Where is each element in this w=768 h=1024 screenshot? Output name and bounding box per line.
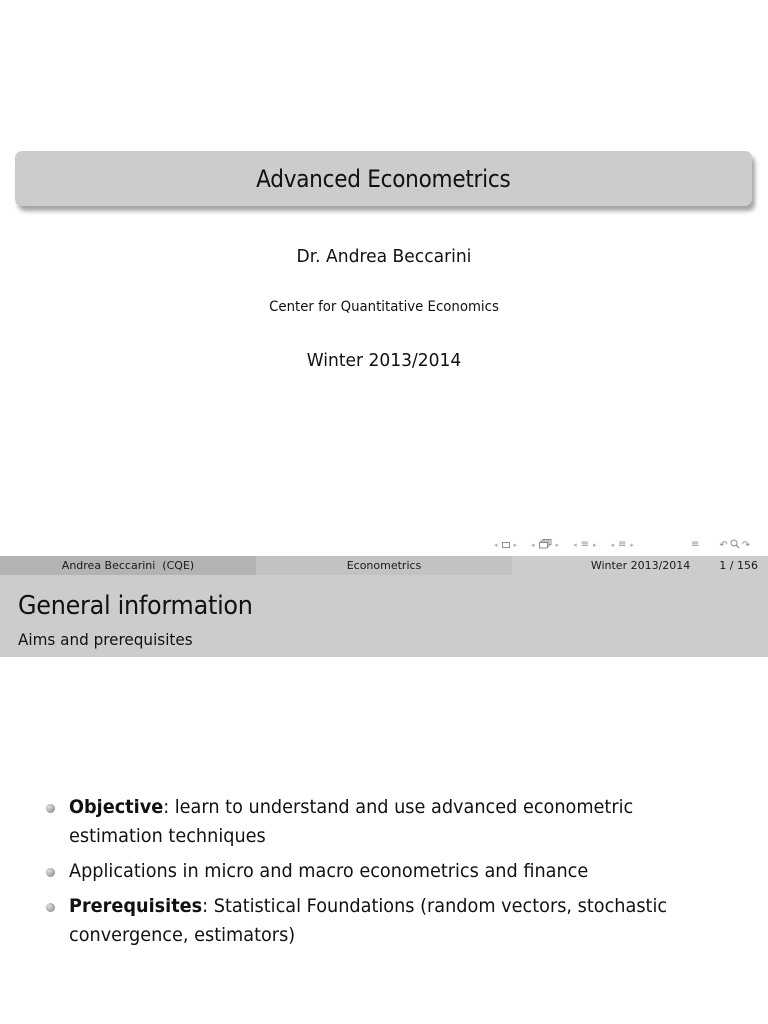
bullet-body: : Statistical Foundations (random vectors, stochastic convergence, estimators) bbox=[69, 895, 668, 946]
slide-icon[interactable] bbox=[502, 542, 510, 548]
bullet-body: : learn to understand and use advanced econometric estimation techniques bbox=[69, 796, 634, 847]
slide-nav-group bbox=[492, 541, 519, 549]
bullet-item-applications bbox=[0, 857, 768, 886]
navigation-symbols bbox=[492, 538, 646, 552]
redo-icon[interactable]: ↷ bbox=[741, 539, 751, 551]
presentation-date: Winter 2013/2014 bbox=[306, 350, 462, 371]
bullet-item-prerequisites bbox=[0, 892, 768, 950]
frame-icon[interactable] bbox=[537, 539, 554, 552]
undo-icon[interactable]: ↶ bbox=[719, 539, 728, 551]
content-slide bbox=[0, 575, 768, 1024]
next-section-icon[interactable]: ▸ bbox=[630, 541, 634, 549]
next-frame-icon[interactable]: ▸ bbox=[555, 541, 560, 549]
prev-subsection-icon[interactable]: ◂ bbox=[573, 541, 577, 549]
navigation-symbols-right bbox=[690, 538, 751, 552]
title-box bbox=[15, 151, 752, 206]
bullet-keyword: Prerequisites bbox=[69, 895, 203, 917]
footline bbox=[0, 556, 768, 575]
bullet-keyword: Objective bbox=[69, 796, 164, 818]
bullet-icon bbox=[46, 804, 55, 813]
footer-title-text: Econometrics bbox=[346, 559, 422, 572]
footer-date bbox=[512, 556, 768, 575]
prev-section-icon[interactable]: ◂ bbox=[610, 541, 614, 549]
next-subsection-icon[interactable]: ▸ bbox=[592, 541, 597, 549]
frame-nav-group bbox=[529, 539, 561, 552]
prev-slide-icon[interactable]: ◂ bbox=[494, 541, 498, 549]
bullet-body: Applications in micro and macro econometrics and finance bbox=[69, 860, 589, 882]
presentation-title: Advanced Econometrics bbox=[256, 164, 511, 193]
footer-author-text: Andrea Beccarini (CQE) bbox=[61, 559, 195, 572]
author-name: Dr. Andrea Beccarini bbox=[296, 246, 472, 267]
section-icon[interactable]: ≡ bbox=[618, 539, 627, 550]
search-icon[interactable] bbox=[729, 539, 741, 552]
frame-title: General information bbox=[18, 591, 253, 621]
prev-frame-icon[interactable]: ◂ bbox=[531, 541, 535, 549]
section-nav-group bbox=[608, 540, 635, 550]
bullet-icon bbox=[46, 868, 55, 877]
footer-title bbox=[256, 556, 512, 575]
bullet-icon bbox=[46, 903, 55, 912]
search-nav-group bbox=[718, 539, 751, 552]
footer-author bbox=[0, 556, 256, 575]
next-slide-icon[interactable]: ▸ bbox=[513, 541, 518, 549]
footer-date-text: Winter 2013/2014 bbox=[590, 559, 691, 572]
page-number: 1 / 156 bbox=[719, 559, 758, 572]
bullet-item-objective bbox=[0, 793, 768, 851]
subsection-icon[interactable]: ≡ bbox=[580, 539, 589, 550]
frame-subtitle: Aims and prerequisites bbox=[18, 630, 193, 649]
frametitle-bar bbox=[0, 575, 768, 657]
subsection-nav-group bbox=[571, 540, 598, 550]
document-icon[interactable]: ≡ bbox=[691, 539, 700, 550]
institute-name: Center for Quantitative Economics bbox=[269, 299, 499, 315]
bullet-list bbox=[0, 793, 768, 956]
